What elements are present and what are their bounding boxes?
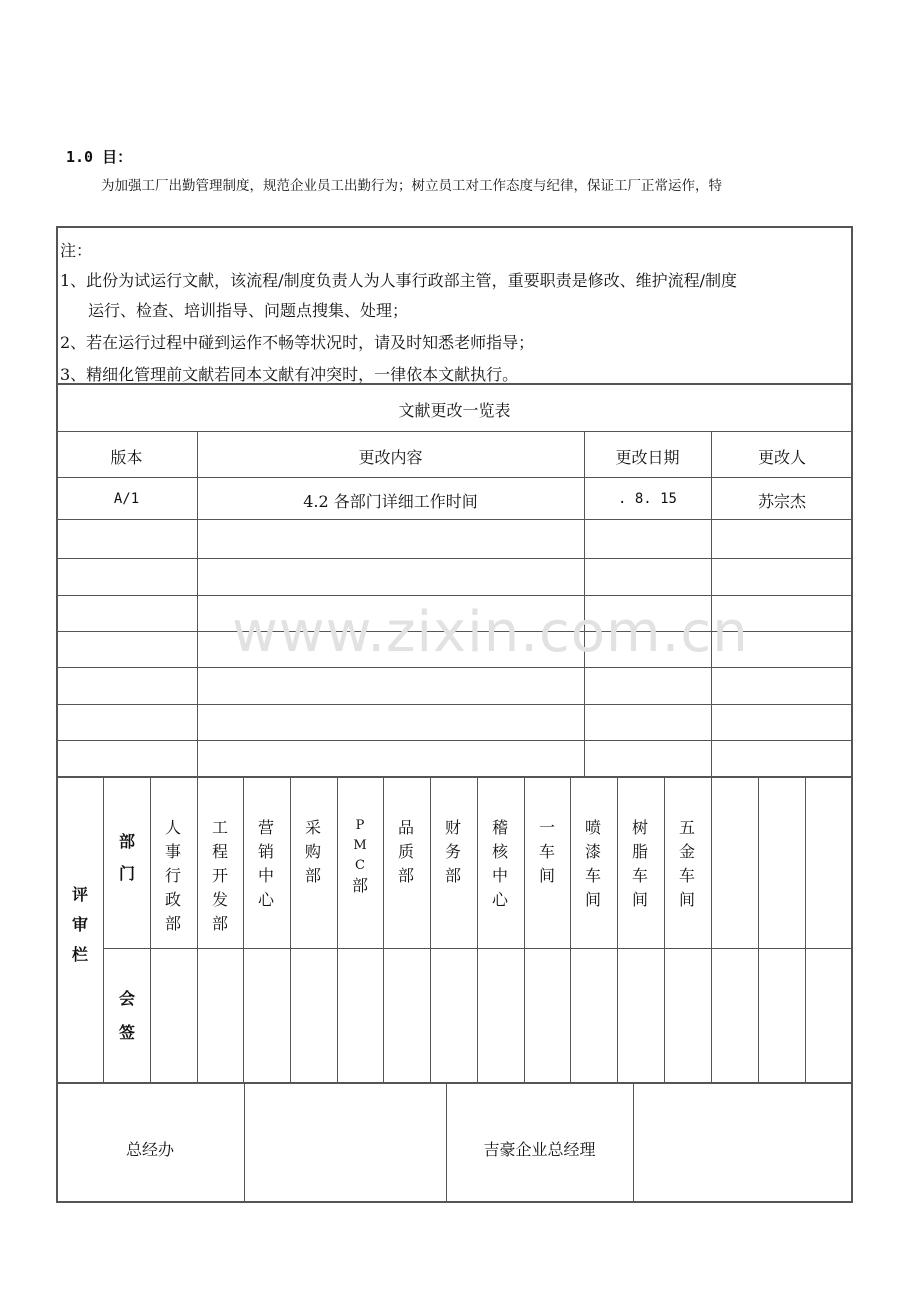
department-name: 人 事 行 政 部 (164, 818, 181, 933)
divider (383, 777, 384, 1083)
divider (430, 777, 431, 1083)
divider (56, 519, 853, 520)
department-name: 工 程 开 发 部 (211, 818, 228, 933)
divider (633, 1083, 634, 1202)
section-title: 目： (102, 148, 133, 166)
divider (103, 777, 104, 1083)
department-name: 一 车 间 (538, 818, 555, 885)
department-name: 五 金 车 间 (678, 818, 695, 909)
divider (664, 777, 665, 1083)
divider (244, 1083, 245, 1202)
divider (290, 777, 291, 1083)
department-name: 财 务 部 (444, 818, 461, 885)
department-name: 采 购 部 (304, 818, 321, 885)
note-line-1-cont: 运行、检查、培训指导、问题点搜集、处理； (88, 301, 409, 320)
header-change-content: 更改内容 (358, 448, 423, 467)
divider (197, 777, 198, 1083)
section-heading (66, 146, 132, 167)
divider (56, 431, 853, 432)
purpose-paragraph: 为加强工厂出勤管理制度，规范企业员工出勤行为；树立员工对工作态度与纪律，保证工厂正常运作，特 (101, 178, 722, 194)
divider (617, 777, 618, 1083)
divider (150, 777, 151, 1083)
divider (56, 667, 853, 668)
divider (56, 558, 853, 559)
change-table-title: 文献更改一览表 (398, 401, 511, 420)
divider (711, 777, 712, 1083)
divider (477, 777, 478, 1083)
general-manager-label: 吉豪企业总经理 (483, 1140, 596, 1159)
divider (56, 776, 853, 778)
divider (104, 948, 853, 949)
note-line-2: 2、若在运行过程中碰到运作不畅等状况时，请及时知悉老师指导； (60, 333, 535, 352)
divider (805, 777, 806, 1083)
row-version: A/1 (113, 491, 140, 507)
countersign-label: 会 签 (118, 989, 135, 1042)
watermark: www.zixin.com.cn (232, 600, 749, 665)
department-name: 喷 漆 车 间 (584, 818, 601, 909)
divider (56, 477, 853, 478)
note-line-3: 3、精细化管理前文献若同本文献有冲突时，一律依本文献执行。 (60, 365, 519, 384)
department-name: 树 脂 车 间 (631, 818, 648, 909)
row-change-content: 4.2 各部门详细工作时间 (303, 492, 478, 511)
header-changed-by: 更改人 (757, 448, 806, 467)
divider (243, 777, 244, 1083)
department-label: 部 门 (118, 832, 135, 883)
department-name: 稽 核 中 心 (491, 818, 508, 909)
general-office-label: 总经办 (125, 1140, 174, 1159)
department-name: P M C 部 (351, 818, 368, 895)
department-name: 品 质 部 (397, 818, 414, 885)
notes-title: 注： (60, 241, 93, 260)
row-change-date: . 8. 15 (617, 491, 677, 507)
divider (758, 777, 759, 1083)
divider (197, 431, 198, 777)
header-version: 版本 (110, 448, 143, 467)
section-number: 1.0 (66, 148, 94, 166)
divider (56, 595, 853, 596)
divider (570, 777, 571, 1083)
note-line-1: 1、此份为试运行文献，该流程/制度负责人为人事行政部主管，重要职责是修改、维护流程/制度 (60, 271, 737, 290)
divider (337, 777, 338, 1083)
review-label: 评 审 栏 (71, 885, 88, 964)
divider (56, 704, 853, 705)
row-changed-by: 苏宗杰 (757, 492, 806, 511)
divider (56, 1082, 853, 1084)
header-change-date: 更改日期 (615, 448, 680, 467)
divider (524, 777, 525, 1083)
divider (56, 740, 853, 741)
department-name: 营 销 中 心 (257, 818, 274, 909)
